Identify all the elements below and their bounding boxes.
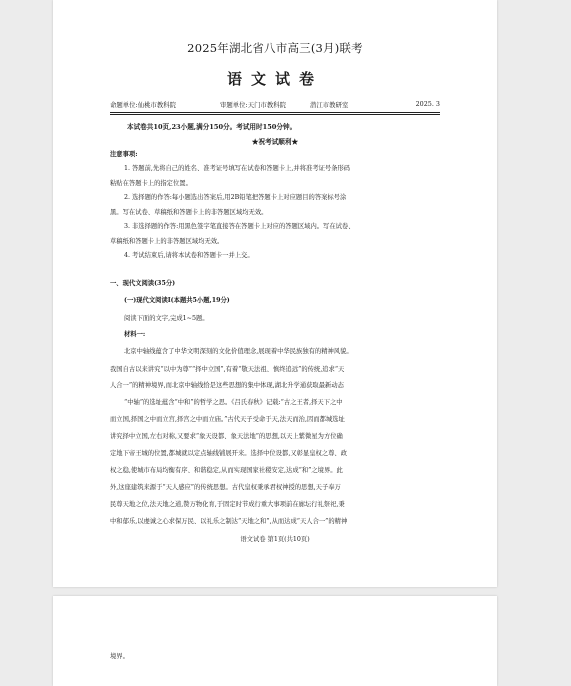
note-line: 黑。写在试卷、草稿纸和答题卡上的非答题区域均无效。: [110, 209, 268, 216]
paragraph-line: 讲究择中立国,左右对称,又要求“象天设都、象天法地”的思想,以天上紫微星为方位确: [110, 433, 343, 440]
note-line: 3. 非选择题的作答:用黑色签字笔直接答在答题卡上对应的答题区域内。写在试卷、: [124, 223, 355, 230]
paragraph-line: 我国自古以来讲究“以中为尊”“择中立国”,有着“敬天法祖、慎终追远”的传统,追求“天: [110, 366, 345, 373]
paragraph-line: 中和郁乐,以虔诚之心求保万民、以礼乐之制达“天地之和”,从而达成“天人合一”的精神: [110, 518, 348, 525]
exam-date: 2025. 3: [415, 100, 440, 108]
document-page-1: [53, 0, 497, 587]
document-page-2: [53, 596, 497, 686]
subsection-title: (一)现代文阅读Ⅰ(本题共5小题,19分): [124, 297, 230, 304]
notes-heading: 注意事项:: [110, 151, 138, 158]
page-footer: 语文试卷 第1页(共10页): [240, 536, 310, 543]
paragraph-line: 民尊天地之位,法天地之道,赞万物化育,于固定时节成行重大事项前在廊坛行礼祭祀,秉: [110, 501, 345, 508]
section-title: 一、现代文阅读(35分): [110, 280, 176, 287]
exam-info: 本试卷共10页,23小题,满分150分。考试用时150分钟。: [127, 123, 297, 131]
exam-title: 2025年湖北省八市高三(3月)联考: [187, 41, 363, 55]
instruction-text: 阅读下面的文字,完成1~5题。: [124, 315, 209, 322]
material-label: 材料一:: [124, 331, 146, 338]
secret-mark: ★祝考试顺利★: [251, 138, 299, 146]
note-line: 粘贴在答题卡上的指定位置。: [110, 180, 192, 187]
paragraph-line: 而立国,择国之中而立宫,择宫之中而立庙。”古代天子受命于天,法天而治,因而都城选址: [110, 416, 345, 423]
paragraph-line: “中轴”的选址蕴含“中和”的哲学之思。《吕氏春秋》记载:“古之王者,择天下之中: [124, 399, 343, 406]
header-rule-thin: [110, 114, 440, 115]
note-line: 4. 考试结束后,请将本试卷和答题卡一并上交。: [124, 252, 254, 259]
paragraph-line: 定地下帝王城的位置,都城就以定点轴线铺展开来。选择中位设都,又彰显皇权之尊、政: [110, 450, 347, 457]
subject-title: 语文试卷: [226, 70, 323, 88]
note-line: 1. 答题前,先将自己的姓名、准考证号填写在试卷和答题卡上,并将准考证号条形码: [124, 165, 351, 172]
header-rule: [110, 112, 440, 113]
note-line: 草稿纸和答题卡上的非答题区域均无效。: [110, 238, 224, 245]
reviewer2-credit: 潜江市教研室: [310, 101, 349, 109]
paragraph-line: 权之稳,使城市布局均衡有序、和谐稳定,从而实现国家社稷安定,达成“和”之境界。此: [110, 467, 343, 474]
paragraph-line: 人合一”的精神境界,而北京中轴线恰是这些思想的集中体现,湖北升学通获取最新动态: [110, 382, 344, 389]
paragraph-line: 北京中轴线蕴含了中华文明深刻的文化价值理念,展现着中华民族独有的精神风貌。: [124, 348, 353, 355]
paragraph-line: 外,这座建筑来源于“天人感应”的传统思想。古代皇权秉承君权神授的思想,天子奉万: [110, 484, 341, 491]
reviewer-credit: 审题单位:天门市教科院: [220, 101, 287, 109]
continuation-text: 境界。: [110, 653, 129, 660]
note-line: 2. 选择题的作答:每小题选出答案后,用2B铅笔把答题卡上对应题目的答案标号涂: [124, 194, 347, 201]
proposer-credit: 命题单位:仙桃市教科院: [110, 101, 177, 109]
